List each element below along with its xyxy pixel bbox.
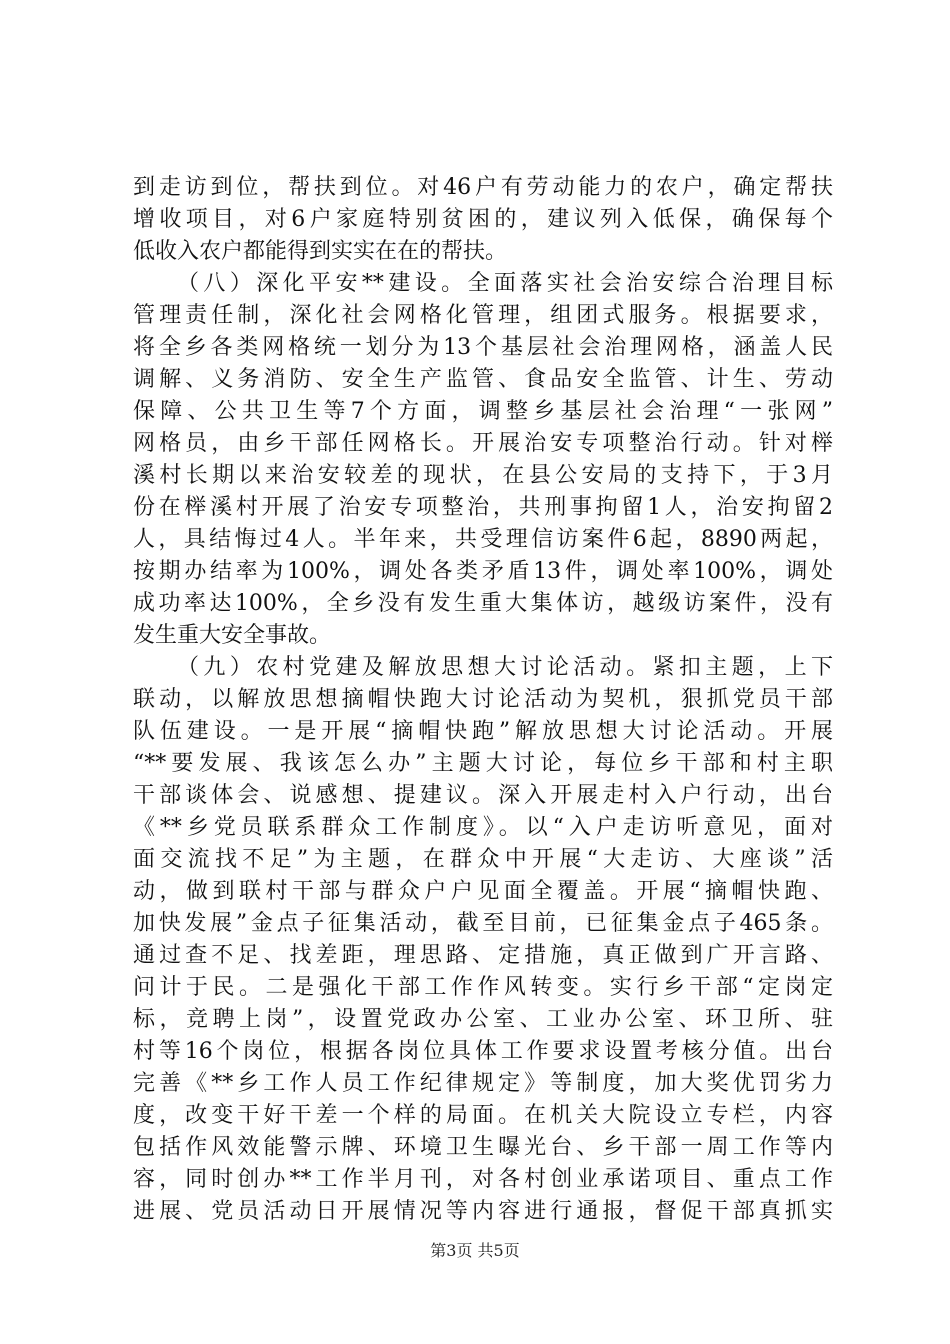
text-line: 进展、党员活动日开展情况等内容进行通报，督促干部真抓实 [133,1199,833,1224]
text-line: 成功率达100%，全乡没有发生重大集体访，越级访案件，没有 [133,591,833,616]
text-line: 发生重大安全事故。 [133,623,332,648]
text-line: 度，改变干好干差一个样的局面。在机关大院设立专栏，内容 [133,1103,833,1128]
text-line: 通过查不足、找差距，理思路、定措施，真正做到广开言路、 [133,943,833,968]
text-line: 按期办结率为100%，调处各类矛盾13件，调处率100%，调处 [133,559,833,584]
text-line: 管理责任制，深化社会网格化管理，组团式服务。根据要求， [133,303,833,328]
text-line: 问计于民。二是强化干部工作作风转变。实行乡干部“定岗定 [133,975,833,1000]
page-number: 第3页 共5页 [430,1241,520,1260]
text-line: 加快发展”金点子征集活动，截至目前，已征集金点子465条。 [133,911,833,936]
text-line: 干部谈体会、说感想、提建议。深入开展走村入户行动，出台 [133,783,833,808]
text-line: “**要发展、我该怎么办”主题大讨论，每位乡干部和村主职 [133,751,833,776]
paragraph-9-start: （九）农村党建及解放思想大讨论活动。紧扣主题，上下 [177,655,833,680]
text-line: 到走访到位，帮扶到位。对46户有劳动能力的农户，确定帮扶 [133,175,833,200]
text-line: 将全乡各类网格统一划分为13个基层社会治理网格，涵盖人民 [133,335,833,360]
text-line: 联动，以解放思想摘帽快跑大讨论活动为契机，狠抓党员干部 [133,687,833,712]
text-line: 《**乡党员联系群众工作制度》。以“入户走访听意见，面对 [133,815,833,840]
text-line: 包括作风效能警示牌、环境卫生曝光台、乡干部一周工作等内 [133,1135,833,1160]
text-line: 标，竞聘上岗”，设置党政办公室、工业办公室、环卫所、驻 [133,1007,833,1032]
text-line: 完善《**乡工作人员工作纪律规定》等制度，加大奖优罚劣力 [133,1071,833,1096]
page-footer [0,1241,950,1261]
text-line: 增收项目，对6户家庭特别贫困的，建议列入低保，确保每个 [133,207,833,232]
text-line: 动，做到联村干部与群众户户见面全覆盖。开展“摘帽快跑、 [133,879,833,904]
text-line: 容，同时创办**工作半月刊，对各村创业承诺项目、重点工作 [133,1167,833,1192]
text-line: 队伍建设。一是开展“摘帽快跑”解放思想大讨论活动。开展 [133,719,833,744]
text-line: 调解、义务消防、安全生产监管、食品安全监管、计生、劳动 [133,367,833,392]
text-line: 村等16个岗位，根据各岗位具体工作要求设置考核分值。出台 [133,1039,833,1064]
paragraph-8-start: （八）深化平安**建设。全面落实社会治安综合治理目标 [177,271,833,296]
text-line: 人，具结悔过4人。半年来，共受理信访案件6起，8890两起， [133,527,833,552]
text-line: 保障、公共卫生等7个方面，调整乡基层社会治理“一张网” [133,399,833,424]
text-line: 溪村长期以来治安较差的现状，在县公安局的支持下，于3月 [133,463,833,488]
text-line: 网格员，由乡干部任网格长。开展治安专项整治行动。针对榉 [133,431,833,456]
body-text [133,172,833,1228]
text-line: 份在榉溪村开展了治安专项整治，共刑事拘留1人，治安拘留2 [133,495,833,520]
text-line: 低收入农户都能得到实实在在的帮扶。 [133,239,508,264]
text-line: 面交流找不足”为主题，在群众中开展“大走访、大座谈”活 [133,847,833,872]
